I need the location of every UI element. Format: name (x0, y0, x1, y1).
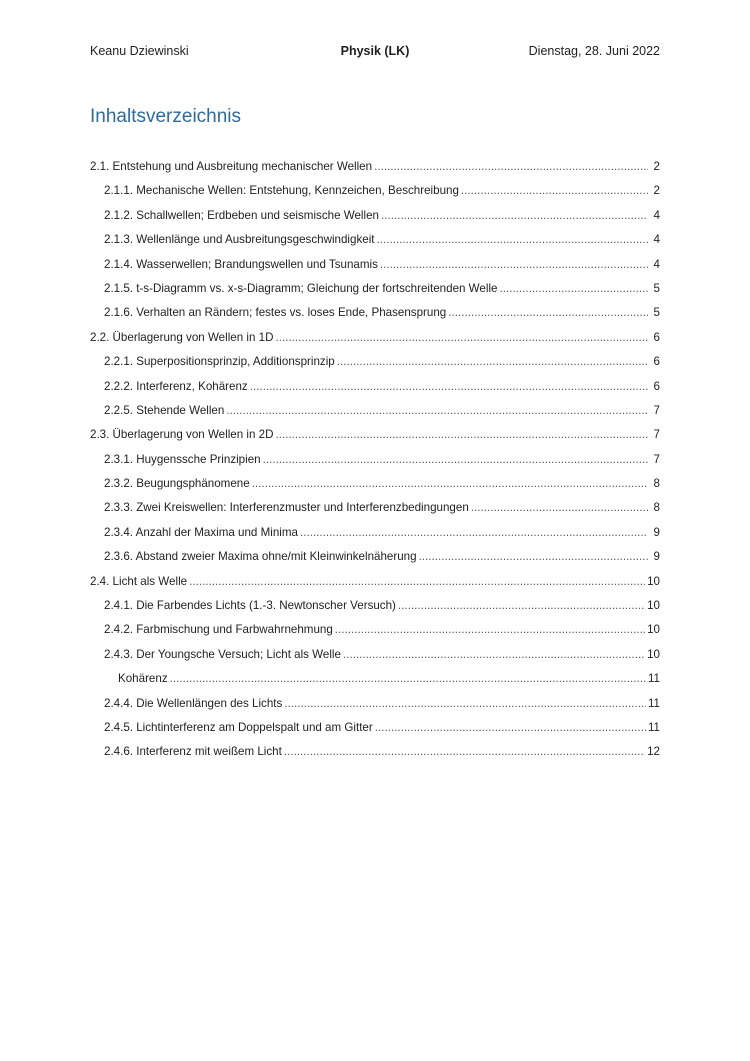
toc-dot-leader (284, 742, 645, 762)
toc-entry-page: 10 (647, 574, 660, 588)
header-date: Dienstag, 28. Juni 2022 (528, 44, 660, 58)
toc-entry-label: 2.3.6. Abstand zweier Maxima ohne/mit Kleinwinkelnäherung (104, 550, 417, 564)
toc-entry[interactable] (90, 718, 660, 742)
toc-entry[interactable] (90, 328, 660, 352)
toc-entry-label: 2.1.4. Wasserwellen; Brandungswellen und Tsunamis (104, 257, 378, 271)
toc-entry[interactable] (90, 303, 660, 327)
toc-entry-label: 2.4.4. Die Wellenlängen des Lichts (104, 696, 283, 710)
toc-entry-label: 2.3.3. Zwei Kreiswellen: Interferenzmuster und Interferenzbedingungen (104, 501, 469, 515)
toc-entry[interactable] (90, 230, 660, 254)
toc-dot-leader (461, 181, 648, 201)
toc-entry-page: 10 (647, 599, 660, 613)
toc-entry-page: 6 (653, 330, 660, 344)
toc-title: Inhaltsverzeichnis (90, 106, 242, 127)
toc-entry-page: 10 (647, 623, 660, 637)
toc-entry-page: 6 (653, 355, 660, 369)
table-of-contents (90, 157, 660, 767)
toc-dot-leader (284, 694, 646, 714)
toc-entry-label: 2.2.5. Stehende Wellen (104, 403, 225, 417)
toc-dot-leader (189, 572, 645, 592)
toc-entry[interactable] (90, 181, 660, 205)
toc-entry-label: 2.4.2. Farbmischung und Farbwahrnehmung (104, 623, 333, 637)
toc-entry-label: Kohärenz (118, 672, 168, 686)
toc-dot-leader (398, 596, 645, 616)
toc-entry-page: 4 (653, 233, 660, 247)
toc-entry-page: 8 (653, 501, 660, 515)
toc-dot-leader (170, 669, 646, 689)
toc-dot-leader (275, 425, 648, 445)
toc-entry[interactable] (90, 157, 660, 181)
toc-entry[interactable] (90, 352, 660, 376)
toc-dot-leader (380, 255, 648, 275)
toc-entry-label: 2.3.2. Beugungsphänomene (104, 477, 250, 491)
toc-entry-label: 2.4.1. Die Farbendes Lichts (1.-3. Newtonscher Versuch) (104, 599, 396, 613)
toc-dot-leader (381, 206, 648, 226)
toc-dot-leader (419, 547, 648, 567)
toc-entry[interactable] (90, 645, 660, 669)
toc-entry-label: 2.1.5. t-s-Diagramm vs. x-s-Diagramm; Gleichung der fortschreitenden Welle (104, 281, 498, 295)
toc-entry-label: 2.2. Überlagerung von Wellen in 1D (90, 330, 274, 344)
toc-dot-leader (252, 474, 648, 494)
toc-dot-leader (250, 377, 648, 397)
toc-entry-page: 9 (653, 550, 660, 564)
toc-entry[interactable] (90, 377, 660, 401)
toc-entry-page: 5 (653, 281, 660, 295)
header-author: Keanu Dziewinski (90, 44, 189, 58)
toc-entry[interactable] (90, 425, 660, 449)
toc-entry-page: 2 (653, 160, 660, 173)
toc-entry-page: 11 (647, 696, 660, 710)
toc-entry-label: 2.4.3. Der Youngsche Versuch; Licht als Welle (104, 647, 341, 661)
toc-entry-label: 2.1.2. Schallwellen; Erdbeben und seismische Wellen (104, 208, 379, 222)
toc-entry-page: 4 (653, 208, 660, 222)
toc-dot-leader (263, 450, 648, 470)
toc-entry-label: 2.1.3. Wellenlänge und Ausbreitungsgeschwindigkeit (104, 233, 375, 247)
toc-entry[interactable] (90, 669, 660, 693)
toc-entry-page: 7 (653, 403, 660, 417)
page-header (90, 44, 660, 62)
toc-entry[interactable] (90, 279, 660, 303)
toc-entry[interactable] (90, 523, 660, 547)
toc-dot-leader (448, 303, 648, 323)
toc-entry[interactable] (90, 474, 660, 498)
toc-entry-page: 7 (653, 428, 660, 442)
toc-entry-page: 6 (653, 379, 660, 393)
toc-dot-leader (374, 157, 648, 177)
toc-dot-leader (377, 230, 649, 250)
toc-entry[interactable] (90, 255, 660, 279)
toc-dot-leader (499, 279, 648, 299)
toc-entry-label: 2.1.6. Verhalten an Rändern; festes vs. loses Ende, Phasensprung (104, 306, 447, 320)
toc-entry[interactable] (90, 498, 660, 522)
toc-entry-label: 2.4. Licht als Welle (90, 574, 188, 588)
toc-entry-label: 2.2.2. Interferenz, Kohärenz (104, 379, 248, 393)
toc-entry[interactable] (90, 694, 660, 718)
toc-entry-label: 2.4.6. Interferenz mit weißem Licht (104, 745, 282, 759)
toc-entry[interactable] (90, 401, 660, 425)
toc-entry-page: 5 (653, 306, 660, 320)
toc-entry-label: 2.4.5. Lichtinterferenz am Doppelspalt und am Gitter (104, 720, 373, 734)
toc-dot-leader (337, 352, 648, 372)
toc-entry-page: 7 (653, 452, 660, 466)
toc-entry-label: 2.1. Entstehung und Ausbreitung mechanischer Wellen (90, 160, 373, 173)
toc-entry[interactable] (90, 742, 660, 766)
toc-entry-page: 8 (653, 477, 660, 491)
toc-entry-page: 10 (647, 647, 660, 661)
toc-entry-page: 11 (647, 720, 660, 734)
toc-entry-page: 4 (653, 257, 660, 271)
toc-entry-label: 2.3.1. Huygenssche Prinzipien (104, 452, 261, 466)
toc-entry-label: 2.2.1. Superpositionsprinzip, Additionsprinzip (104, 355, 335, 369)
toc-entry[interactable] (90, 450, 660, 474)
toc-dot-leader (275, 328, 648, 348)
toc-entry[interactable] (90, 620, 660, 644)
toc-entry[interactable] (90, 547, 660, 571)
toc-entry-page: 2 (653, 184, 660, 198)
toc-entry-page: 11 (647, 672, 660, 686)
toc-entry-label: 2.3.4. Anzahl der Maxima und Minima (104, 525, 298, 539)
toc-entry-page: 9 (653, 525, 660, 539)
toc-dot-leader (226, 401, 648, 421)
toc-dot-leader (375, 718, 646, 738)
toc-dot-leader (471, 498, 648, 518)
toc-entry[interactable] (90, 206, 660, 230)
toc-entry-label: 2.1.1. Mechanische Wellen: Entstehung, Kennzeichen, Beschreibung (104, 184, 459, 198)
toc-entry[interactable] (90, 572, 660, 596)
toc-entry[interactable] (90, 596, 660, 620)
header-course: Physik (LK) (340, 44, 410, 58)
toc-dot-leader (335, 620, 645, 640)
toc-dot-leader (300, 523, 648, 543)
toc-dot-leader (343, 645, 645, 665)
toc-entry-label: 2.3. Überlagerung von Wellen in 2D (90, 428, 274, 442)
toc-entry-page: 12 (647, 745, 660, 759)
